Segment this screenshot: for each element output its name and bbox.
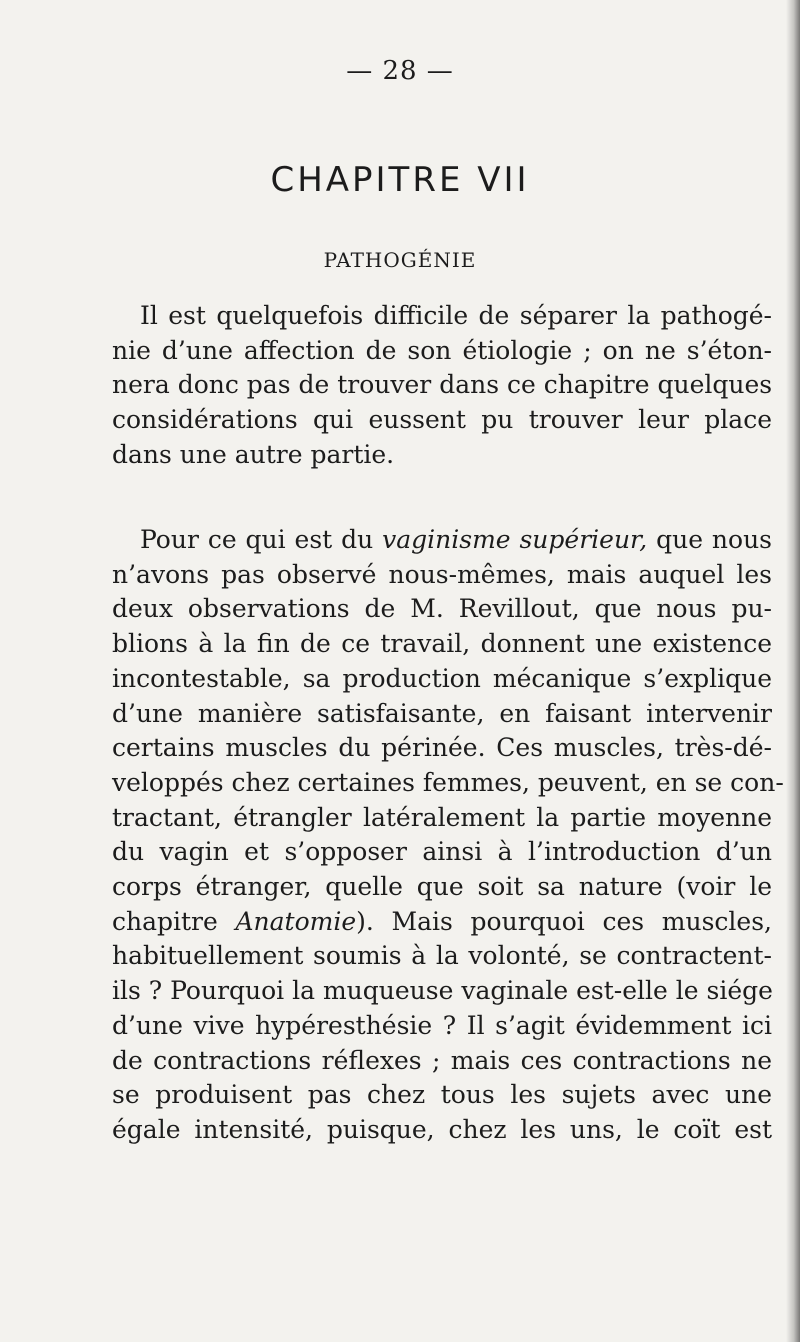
- text-line: d’une manière satisfaisante, en faisant intervenir: [112, 698, 772, 728]
- text-line: [112, 905, 772, 940]
- text-run: Pour ce qui est du: [140, 525, 383, 554]
- text-run: chapitre: [112, 906, 236, 936]
- text-run: ). Mais pourquoi ces muscles,: [356, 906, 772, 936]
- page-number: — 28 —: [346, 56, 454, 86]
- text-line: Il est quelquefois difficile de séparer la pathogé-: [140, 301, 772, 330]
- text-line: ils ? Pourquoi la muqueuse vaginale est-elle le siége: [112, 976, 773, 1006]
- text-line: se produisent pas chez tous les sujets avec une: [112, 1080, 772, 1110]
- text-line: habituellement soumis à la volonté, se contractent-: [112, 941, 772, 971]
- text-line: de contractions réflexes ; mais ces contractions ne: [112, 1045, 772, 1075]
- section-title: PATHOGÉNIE: [323, 248, 477, 272]
- text-line: certains muscles du périnée. Ces muscles, très-dé-: [112, 733, 772, 763]
- paragraph-2: [112, 523, 784, 1148]
- text-line: égale intensité, puisque, chez les uns, le coït est: [112, 1114, 772, 1144]
- text-line: incontestable, sa production mécanique s’explique: [112, 663, 772, 693]
- text-line: n’avons pas observé nous-mêmes, mais auquel les: [112, 559, 772, 589]
- text-line: corps étranger, quelle que soit sa nature (voir le: [112, 872, 772, 902]
- text-run: que nous: [647, 525, 772, 554]
- text-line: d’une vive hypéresthésie ? Il s’agit évidemment ici: [112, 1010, 772, 1040]
- text-line: du vagin et s’opposer ainsi à l’introduction d’un: [112, 837, 772, 867]
- chapter-title: CHAPITRE VII: [270, 160, 530, 200]
- text-line: nera donc pas de trouver dans ce chapitre quelques: [112, 370, 773, 400]
- text-line: deux observations de M. Revillout, que nous pu-: [112, 594, 772, 624]
- italic-term: Anatomie: [235, 906, 357, 936]
- text-line: nie d’une affection de son étiologie ; on ne s’éton-: [112, 335, 772, 365]
- text-line: considérations qui eussent pu trouver leur place: [112, 405, 772, 435]
- paragraph-1: [112, 299, 772, 473]
- page-edge-shadow: [786, 0, 800, 1342]
- italic-term: vaginisme supérieur,: [382, 525, 648, 554]
- text-line: veloppés chez certaines femmes, peuvent, en se con-: [112, 767, 784, 797]
- text-line: tractant, étrangler latéralement la partie moyenne: [112, 802, 772, 832]
- text-line: blions à la fin de ce travail, donnent une existence: [112, 629, 772, 659]
- text-line: dans une autre partie.: [112, 439, 395, 469]
- text-line: [112, 523, 772, 558]
